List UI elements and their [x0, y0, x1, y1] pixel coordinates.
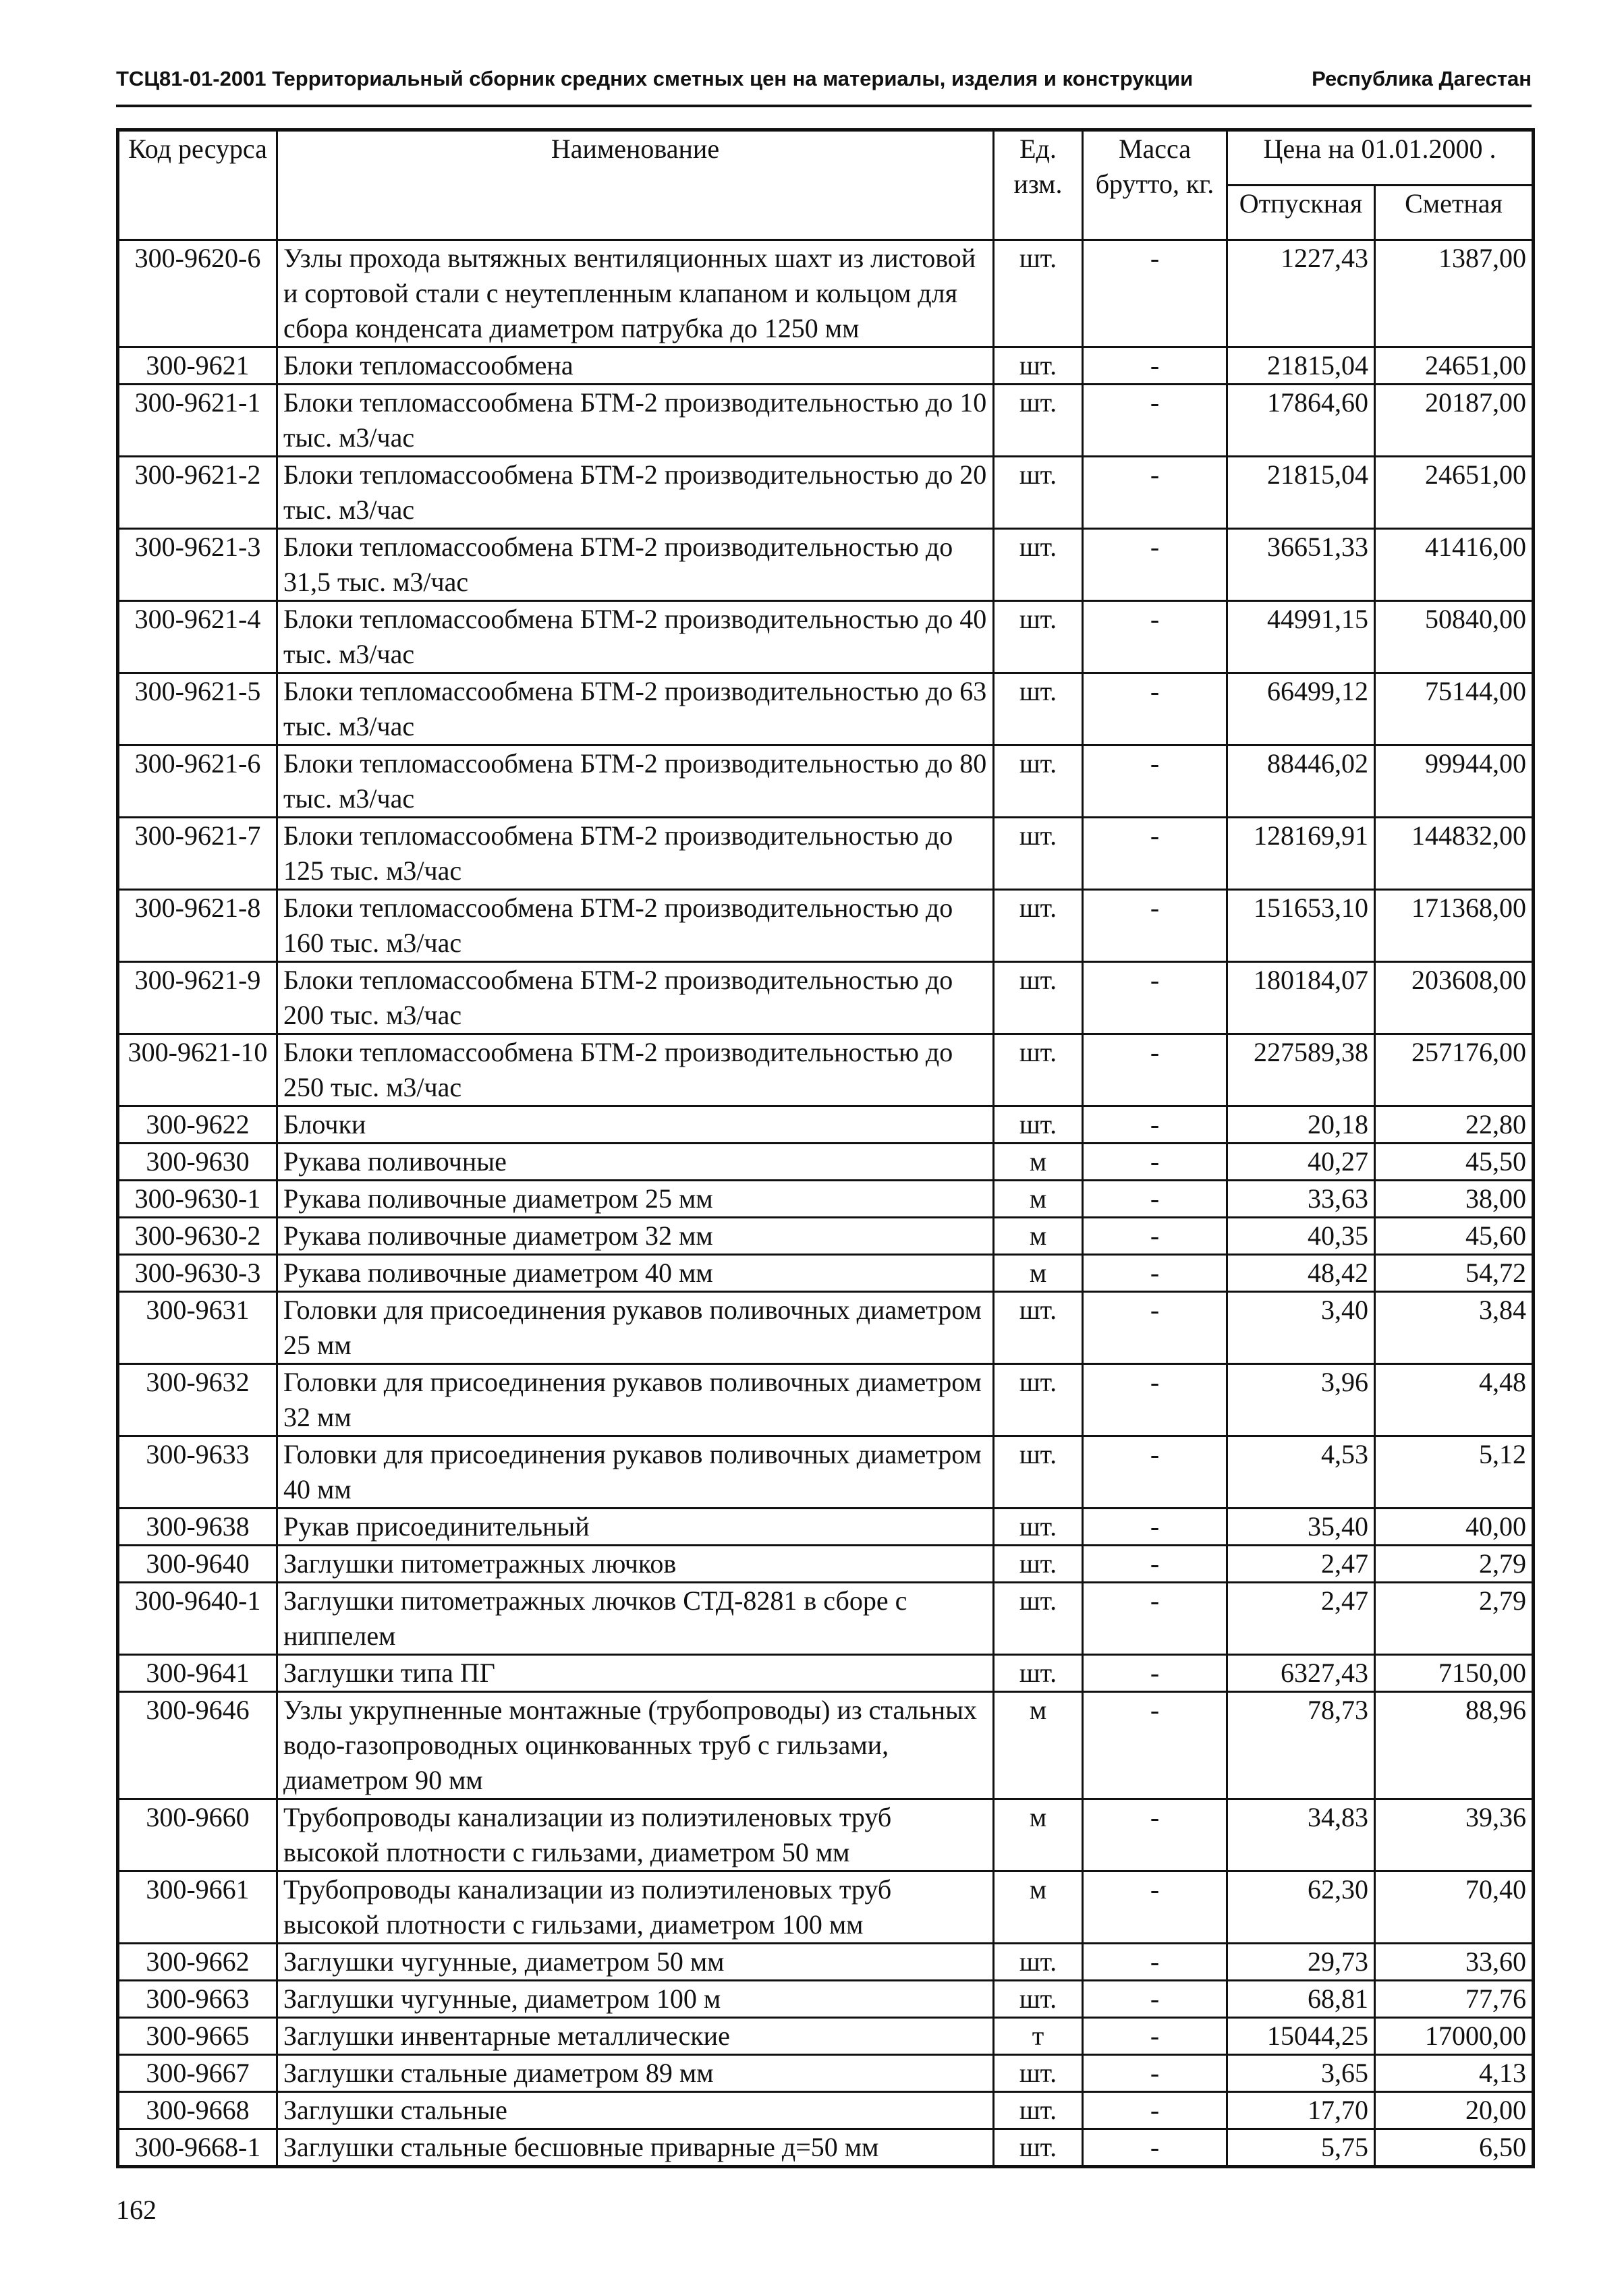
col-header-name: Наименование — [277, 130, 994, 240]
mass-cell: - — [1083, 1583, 1227, 1655]
table-body — [118, 240, 1534, 2167]
unit-cell: шт. — [994, 962, 1083, 1034]
unit-cell: шт. — [994, 1655, 1083, 1692]
unit-cell: шт. — [994, 1546, 1083, 1583]
resource-name-cell: Заглушки стальные — [277, 2092, 994, 2129]
release-price-cell: 5,75 — [1227, 2129, 1375, 2167]
unit-cell: м — [994, 1218, 1083, 1255]
resource-name-cell: Рукава поливочные — [277, 1144, 994, 1181]
unit-cell: м — [994, 1181, 1083, 1218]
mass-cell: - — [1083, 1944, 1227, 1981]
release-price-cell: 4,53 — [1227, 1436, 1375, 1509]
table-row — [118, 818, 1534, 890]
mass-cell: - — [1083, 457, 1227, 529]
table-row — [118, 1509, 1534, 1546]
table-row — [118, 1144, 1534, 1181]
resource-name-cell: Заглушки чугунные, диаметром 50 мм — [277, 1944, 994, 1981]
release-price-cell: 35,40 — [1227, 1509, 1375, 1546]
release-price-cell: 3,65 — [1227, 2055, 1375, 2092]
estimate-price-cell: 33,60 — [1375, 1944, 1534, 1981]
estimate-price-cell: 2,79 — [1375, 1546, 1534, 1583]
unit-cell: шт. — [994, 347, 1083, 385]
estimate-price-cell: 24651,00 — [1375, 347, 1534, 385]
resource-code-cell: 300-9662 — [118, 1944, 277, 1981]
estimate-price-cell: 7150,00 — [1375, 1655, 1534, 1692]
estimate-price-cell: 17000,00 — [1375, 2018, 1534, 2055]
mass-cell: - — [1083, 1546, 1227, 1583]
resource-code-cell: 300-9646 — [118, 1692, 277, 1799]
estimate-price-cell: 257176,00 — [1375, 1034, 1534, 1106]
resource-name-cell: Блоки тепломассообмена БТМ-2 производительностью до 31,5 тыс. м3/час — [277, 529, 994, 601]
table-row — [118, 601, 1534, 673]
unit-cell: шт. — [994, 1292, 1083, 1364]
release-price-cell: 15044,25 — [1227, 2018, 1375, 2055]
resource-code-cell: 300-9621-2 — [118, 457, 277, 529]
mass-cell: - — [1083, 1218, 1227, 1255]
resource-name-cell: Блоки тепломассообмена БТМ-2 производительностью до 250 тыс. м3/час — [277, 1034, 994, 1106]
mass-cell: - — [1083, 962, 1227, 1034]
col-header-code: Код ресурса — [118, 130, 277, 240]
unit-cell: шт. — [994, 1364, 1083, 1436]
unit-cell: шт. — [994, 2055, 1083, 2092]
mass-cell: - — [1083, 1255, 1227, 1292]
release-price-cell: 20,18 — [1227, 1106, 1375, 1144]
release-price-cell: 33,63 — [1227, 1181, 1375, 1218]
table-row — [118, 1799, 1534, 1871]
estimate-price-cell: 99944,00 — [1375, 745, 1534, 818]
resource-name-cell: Рукава поливочные диаметром 32 мм — [277, 1218, 994, 1255]
resource-code-cell: 300-9622 — [118, 1106, 277, 1144]
resource-code-cell: 300-9630-1 — [118, 1181, 277, 1218]
resource-name-cell: Рукава поливочные диаметром 40 мм — [277, 1255, 994, 1292]
header-title: ТСЦ81-01-2001 Территориальный сборник средних сметных цен на материалы, изделия и конструкции — [116, 67, 1194, 90]
release-price-cell: 128169,91 — [1227, 818, 1375, 890]
estimate-price-cell: 40,00 — [1375, 1509, 1534, 1546]
mass-cell: - — [1083, 2129, 1227, 2167]
mass-cell: - — [1083, 890, 1227, 962]
unit-cell: шт. — [994, 1509, 1083, 1546]
estimate-price-cell: 41416,00 — [1375, 529, 1534, 601]
table-row — [118, 890, 1534, 962]
resource-code-cell: 300-9668 — [118, 2092, 277, 2129]
estimate-price-cell: 1387,00 — [1375, 240, 1534, 347]
estimate-price-cell: 70,40 — [1375, 1871, 1534, 1944]
estimate-price-cell: 88,96 — [1375, 1692, 1534, 1799]
mass-cell: - — [1083, 673, 1227, 745]
mass-cell: - — [1083, 1144, 1227, 1181]
table-row — [118, 385, 1534, 457]
table-row — [118, 1692, 1534, 1799]
table-row — [118, 962, 1534, 1034]
mass-cell: - — [1083, 347, 1227, 385]
release-price-cell: 68,81 — [1227, 1981, 1375, 2018]
resource-code-cell: 300-9641 — [118, 1655, 277, 1692]
resource-code-cell: 300-9630-2 — [118, 1218, 277, 1255]
table-row — [118, 1292, 1534, 1364]
resource-name-cell: Блоки тепломассообмена — [277, 347, 994, 385]
resource-code-cell: 300-9668-1 — [118, 2129, 277, 2167]
estimate-price-cell: 4,13 — [1375, 2055, 1534, 2092]
unit-cell: шт. — [994, 2129, 1083, 2167]
release-price-cell: 2,47 — [1227, 1583, 1375, 1655]
mass-cell: - — [1083, 1106, 1227, 1144]
table-row — [118, 1364, 1534, 1436]
table-row — [118, 745, 1534, 818]
resource-code-cell: 300-9640-1 — [118, 1583, 277, 1655]
resource-code-cell: 300-9661 — [118, 1871, 277, 1944]
mass-cell: - — [1083, 818, 1227, 890]
release-price-cell: 17864,60 — [1227, 385, 1375, 457]
resource-code-cell: 300-9632 — [118, 1364, 277, 1436]
release-price-cell: 44991,15 — [1227, 601, 1375, 673]
unit-cell: шт. — [994, 385, 1083, 457]
estimate-price-cell: 6,50 — [1375, 2129, 1534, 2167]
resource-name-cell: Заглушки стальные диаметром 89 мм — [277, 2055, 994, 2092]
table-row — [118, 2018, 1534, 2055]
mass-cell: - — [1083, 1034, 1227, 1106]
unit-cell: шт. — [994, 1981, 1083, 2018]
unit-cell: шт. — [994, 890, 1083, 962]
estimate-price-cell: 5,12 — [1375, 1436, 1534, 1509]
estimate-price-cell: 77,76 — [1375, 1981, 1534, 2018]
resource-name-cell: Блоки тепломассообмена БТМ-2 производительностью до 200 тыс. м3/час — [277, 962, 994, 1034]
estimate-price-cell: 144832,00 — [1375, 818, 1534, 890]
release-price-cell: 1227,43 — [1227, 240, 1375, 347]
resource-name-cell: Трубопроводы канализации из полиэтиленовых труб высокой плотности с гильзами, диаметром 100 мм — [277, 1871, 994, 1944]
table-row — [118, 1981, 1534, 2018]
resource-name-cell: Заглушки чугунные, диаметром 100 м — [277, 1981, 994, 2018]
resource-name-cell: Заглушки инвентарные металлические — [277, 2018, 994, 2055]
mass-cell: - — [1083, 1692, 1227, 1799]
mass-cell: - — [1083, 1364, 1227, 1436]
header-region: Республика Дагестан — [1312, 67, 1532, 90]
resource-name-cell: Заглушки питометражных лючков — [277, 1546, 994, 1583]
unit-cell: шт. — [994, 1436, 1083, 1509]
release-price-cell: 62,30 — [1227, 1871, 1375, 1944]
mass-cell: - — [1083, 1181, 1227, 1218]
resource-name-cell: Блоки тепломассообмена БТМ-2 производительностью до 10 тыс. м3/час — [277, 385, 994, 457]
resource-code-cell: 300-9663 — [118, 1981, 277, 2018]
col-header-release-price: Отпускная — [1227, 186, 1375, 240]
resource-name-cell: Заглушки питометражных лючков СТД-8281 в сборе с ниппелем — [277, 1583, 994, 1655]
resource-code-cell: 300-9631 — [118, 1292, 277, 1364]
estimate-price-cell: 203608,00 — [1375, 962, 1534, 1034]
release-price-cell: 227589,38 — [1227, 1034, 1375, 1106]
estimate-price-cell: 22,80 — [1375, 1106, 1534, 1144]
mass-cell: - — [1083, 745, 1227, 818]
table-row — [118, 529, 1534, 601]
release-price-cell: 21815,04 — [1227, 457, 1375, 529]
table-row — [118, 673, 1534, 745]
estimate-price-cell: 3,84 — [1375, 1292, 1534, 1364]
mass-cell: - — [1083, 2055, 1227, 2092]
resource-code-cell: 300-9630 — [118, 1144, 277, 1181]
unit-cell: шт. — [994, 1944, 1083, 1981]
unit-cell: м — [994, 1799, 1083, 1871]
resource-name-cell: Головки для присоединения рукавов поливочных диаметром 32 мм — [277, 1364, 994, 1436]
table-row — [118, 1218, 1534, 1255]
mass-cell: - — [1083, 385, 1227, 457]
resource-code-cell: 300-9667 — [118, 2055, 277, 2092]
unit-cell: шт. — [994, 1106, 1083, 1144]
resource-code-cell: 300-9665 — [118, 2018, 277, 2055]
release-price-cell: 40,35 — [1227, 1218, 1375, 1255]
unit-cell: шт. — [994, 529, 1083, 601]
estimate-price-cell: 50840,00 — [1375, 601, 1534, 673]
unit-cell: шт. — [994, 601, 1083, 673]
resource-name-cell: Заглушки типа ПГ — [277, 1655, 994, 1692]
table-row — [118, 1583, 1534, 1655]
resource-code-cell: 300-9630-3 — [118, 1255, 277, 1292]
table-row — [118, 1181, 1534, 1218]
col-header-mass: Масса брутто, кг. — [1083, 130, 1227, 240]
col-header-price-group: Цена на 01.01.2000 . — [1227, 130, 1534, 186]
mass-cell: - — [1083, 529, 1227, 601]
resource-name-cell: Головки для присоединения рукавов поливочных диаметром 40 мм — [277, 1436, 994, 1509]
resource-name-cell: Блоки тепломассообмена БТМ-2 производительностью до 63 тыс. м3/час — [277, 673, 994, 745]
mass-cell: - — [1083, 1655, 1227, 1692]
table-row — [118, 2055, 1534, 2092]
mass-cell: - — [1083, 601, 1227, 673]
resource-name-cell: Узлы прохода вытяжных вентиляционных шахт из листовой и сортовой стали с неутепленным клапаном и кольцом для сбора конденсата диаметром патрубка до 1250 мм — [277, 240, 994, 347]
unit-cell: м — [994, 1144, 1083, 1181]
release-price-cell: 2,47 — [1227, 1546, 1375, 1583]
release-price-cell: 40,27 — [1227, 1144, 1375, 1181]
unit-cell: т — [994, 2018, 1083, 2055]
unit-cell: шт. — [994, 673, 1083, 745]
estimate-price-cell: 54,72 — [1375, 1255, 1534, 1292]
price-table — [116, 128, 1535, 2168]
table-row — [118, 1871, 1534, 1944]
release-price-cell: 66499,12 — [1227, 673, 1375, 745]
mass-cell: - — [1083, 1799, 1227, 1871]
release-price-cell: 36651,33 — [1227, 529, 1375, 601]
unit-cell: м — [994, 1692, 1083, 1799]
col-header-estimate-price: Сметная — [1375, 186, 1534, 240]
release-price-cell: 21815,04 — [1227, 347, 1375, 385]
estimate-price-cell: 39,36 — [1375, 1799, 1534, 1871]
resource-code-cell: 300-9640 — [118, 1546, 277, 1583]
release-price-cell: 48,42 — [1227, 1255, 1375, 1292]
col-header-unit: Ед. изм. — [994, 130, 1083, 240]
resource-code-cell: 300-9621 — [118, 347, 277, 385]
table-row — [118, 1255, 1534, 1292]
resource-code-cell: 300-9621-6 — [118, 745, 277, 818]
unit-cell: шт. — [994, 818, 1083, 890]
resource-code-cell: 300-9638 — [118, 1509, 277, 1546]
resource-name-cell: Блоки тепломассообмена БТМ-2 производительностью до 20 тыс. м3/час — [277, 457, 994, 529]
mass-cell: - — [1083, 240, 1227, 347]
release-price-cell: 3,40 — [1227, 1292, 1375, 1364]
release-price-cell: 88446,02 — [1227, 745, 1375, 818]
mass-cell: - — [1083, 1436, 1227, 1509]
resource-name-cell: Блоки тепломассообмена БТМ-2 производительностью до 125 тыс. м3/час — [277, 818, 994, 890]
resource-name-cell: Узлы укрупненные монтажные (трубопроводы) из стальных водо-газопроводных оцинкованных труб с гильзами, диаметром 90 мм — [277, 1692, 994, 1799]
mass-cell: - — [1083, 2092, 1227, 2129]
resource-code-cell: 300-9621-3 — [118, 529, 277, 601]
table-row — [118, 2129, 1534, 2167]
unit-cell: шт. — [994, 240, 1083, 347]
release-price-cell: 78,73 — [1227, 1692, 1375, 1799]
release-price-cell: 151653,10 — [1227, 890, 1375, 962]
estimate-price-cell: 75144,00 — [1375, 673, 1534, 745]
page-number: 162 — [116, 2195, 157, 2225]
release-price-cell: 180184,07 — [1227, 962, 1375, 1034]
mass-cell: - — [1083, 2018, 1227, 2055]
estimate-price-cell: 20,00 — [1375, 2092, 1534, 2129]
unit-cell: шт. — [994, 2092, 1083, 2129]
release-price-cell: 17,70 — [1227, 2092, 1375, 2129]
resource-name-cell: Рукав присоединительный — [277, 1509, 994, 1546]
resource-code-cell: 300-9620-6 — [118, 240, 277, 347]
unit-cell: шт. — [994, 1034, 1083, 1106]
estimate-price-cell: 45,60 — [1375, 1218, 1534, 1255]
table-row — [118, 240, 1534, 347]
resource-name-cell: Головки для присоединения рукавов поливочных диаметром 25 мм — [277, 1292, 994, 1364]
mass-cell: - — [1083, 1509, 1227, 1546]
table-row — [118, 1655, 1534, 1692]
resource-name-cell: Заглушки стальные бесшовные приварные д=50 мм — [277, 2129, 994, 2167]
mass-cell: - — [1083, 1981, 1227, 2018]
table-row — [118, 1106, 1534, 1144]
resource-code-cell: 300-9633 — [118, 1436, 277, 1509]
resource-name-cell: Блоки тепломассообмена БТМ-2 производительностью до 40 тыс. м3/час — [277, 601, 994, 673]
unit-cell: шт. — [994, 1583, 1083, 1655]
estimate-price-cell: 171368,00 — [1375, 890, 1534, 962]
resource-name-cell: Рукава поливочные диаметром 25 мм — [277, 1181, 994, 1218]
table-row — [118, 347, 1534, 385]
resource-name-cell: Трубопроводы канализации из полиэтиленовых труб высокой плотности с гильзами, диаметром 50 мм — [277, 1799, 994, 1871]
resource-code-cell: 300-9621-9 — [118, 962, 277, 1034]
resource-code-cell: 300-9621-8 — [118, 890, 277, 962]
release-price-cell: 29,73 — [1227, 1944, 1375, 1981]
release-price-cell: 6327,43 — [1227, 1655, 1375, 1692]
resource-name-cell: Блоки тепломассообмена БТМ-2 производительностью до 160 тыс. м3/час — [277, 890, 994, 962]
estimate-price-cell: 2,79 — [1375, 1583, 1534, 1655]
table-row — [118, 1034, 1534, 1106]
resource-code-cell: 300-9621-5 — [118, 673, 277, 745]
table-row — [118, 1546, 1534, 1583]
table-row — [118, 457, 1534, 529]
unit-cell: м — [994, 1255, 1083, 1292]
release-price-cell: 34,83 — [1227, 1799, 1375, 1871]
unit-cell: м — [994, 1871, 1083, 1944]
page-header — [116, 64, 1532, 107]
table-row — [118, 1436, 1534, 1509]
table-row — [118, 1944, 1534, 1981]
estimate-price-cell: 4,48 — [1375, 1364, 1534, 1436]
mass-cell: - — [1083, 1292, 1227, 1364]
resource-name-cell: Блочки — [277, 1106, 994, 1144]
resource-code-cell: 300-9621-10 — [118, 1034, 277, 1106]
resource-code-cell: 300-9621-1 — [118, 385, 277, 457]
estimate-price-cell: 45,50 — [1375, 1144, 1534, 1181]
estimate-price-cell: 24651,00 — [1375, 457, 1534, 529]
resource-name-cell: Блоки тепломассообмена БТМ-2 производительностью до 80 тыс. м3/час — [277, 745, 994, 818]
mass-cell: - — [1083, 1871, 1227, 1944]
unit-cell: шт. — [994, 745, 1083, 818]
estimate-price-cell: 38,00 — [1375, 1181, 1534, 1218]
table-row — [118, 2092, 1534, 2129]
resource-code-cell: 300-9621-4 — [118, 601, 277, 673]
release-price-cell: 3,96 — [1227, 1364, 1375, 1436]
resource-code-cell: 300-9621-7 — [118, 818, 277, 890]
unit-cell: шт. — [994, 457, 1083, 529]
estimate-price-cell: 20187,00 — [1375, 385, 1534, 457]
resource-code-cell: 300-9660 — [118, 1799, 277, 1871]
